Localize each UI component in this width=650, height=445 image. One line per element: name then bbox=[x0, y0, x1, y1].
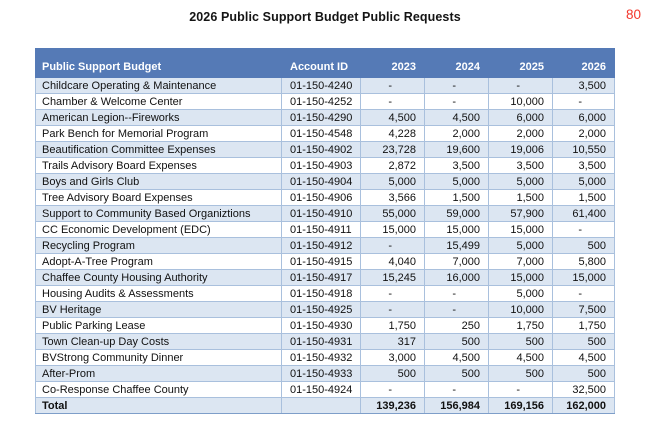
table-row bbox=[36, 110, 615, 126]
year-value-cell: 4,228 bbox=[361, 126, 425, 142]
table-row bbox=[36, 334, 615, 350]
table-row bbox=[36, 126, 615, 142]
year-value-cell: - bbox=[553, 94, 615, 110]
account-id-cell: 01-150-4902 bbox=[282, 142, 361, 158]
total-row bbox=[36, 398, 615, 414]
year-value-cell: 7,000 bbox=[489, 254, 553, 270]
table-row bbox=[36, 142, 615, 158]
account-id-cell: 01-150-4911 bbox=[282, 222, 361, 238]
year-value-cell: 4,500 bbox=[489, 350, 553, 366]
year-value-cell: 3,500 bbox=[553, 78, 615, 94]
table-row bbox=[36, 350, 615, 366]
year-value-cell: - bbox=[553, 222, 615, 238]
year-value-cell: 1,750 bbox=[489, 318, 553, 334]
year-value-cell: - bbox=[361, 302, 425, 318]
table-header-row bbox=[36, 49, 615, 78]
row-label-cell: Tree Advisory Board Expenses bbox=[36, 190, 282, 206]
year-value-cell: - bbox=[425, 382, 489, 398]
year-value-cell: 317 bbox=[361, 334, 425, 350]
year-value-cell: 4,500 bbox=[361, 110, 425, 126]
row-label-cell: Co-Response Chaffee County bbox=[36, 382, 282, 398]
year-value-cell: 1,500 bbox=[425, 190, 489, 206]
year-value-cell: 5,800 bbox=[553, 254, 615, 270]
year-value-cell: 2,000 bbox=[553, 126, 615, 142]
year-value-cell: 1,750 bbox=[361, 318, 425, 334]
year-value-cell: - bbox=[553, 286, 615, 302]
row-label-cell: Support to Community Based Organiztions bbox=[36, 206, 282, 222]
account-id-cell: 01-150-4290 bbox=[282, 110, 361, 126]
account-id-cell: 01-150-4931 bbox=[282, 334, 361, 350]
year-value-cell: - bbox=[425, 94, 489, 110]
account-id-cell: 01-150-4932 bbox=[282, 350, 361, 366]
year-value-cell: 15,000 bbox=[425, 222, 489, 238]
year-value-cell: 3,500 bbox=[425, 158, 489, 174]
year-value-cell: 10,550 bbox=[553, 142, 615, 158]
page-title: 2026 Public Support Budget Public Requests bbox=[189, 10, 461, 24]
year-value-cell: 4,500 bbox=[425, 110, 489, 126]
year-value-cell: 3,500 bbox=[553, 158, 615, 174]
year-value-cell: 2,000 bbox=[489, 126, 553, 142]
row-label-cell: Public Parking Lease bbox=[36, 318, 282, 334]
year-value-cell: 10,000 bbox=[489, 302, 553, 318]
year-value-cell: 500 bbox=[489, 334, 553, 350]
year-value-cell: 19,006 bbox=[489, 142, 553, 158]
year-value-cell: 500 bbox=[553, 366, 615, 382]
year-value-cell: 500 bbox=[489, 366, 553, 382]
year-value-cell: 19,600 bbox=[425, 142, 489, 158]
row-label-cell: Childcare Operating & Maintenance bbox=[36, 78, 282, 94]
year-value-cell: 32,500 bbox=[553, 382, 615, 398]
year-value-cell: 250 bbox=[425, 318, 489, 334]
total-label-cell: Total bbox=[36, 398, 282, 414]
table-row bbox=[36, 174, 615, 190]
table-row bbox=[36, 270, 615, 286]
year-value-cell: 10,000 bbox=[489, 94, 553, 110]
account-id-cell: 01-150-4912 bbox=[282, 238, 361, 254]
table-row bbox=[36, 286, 615, 302]
year-value-cell: - bbox=[489, 382, 553, 398]
year-value-cell: 5,000 bbox=[489, 238, 553, 254]
account-id-cell: 01-150-4915 bbox=[282, 254, 361, 270]
account-id-cell: 01-150-4924 bbox=[282, 382, 361, 398]
year-value-cell: 16,000 bbox=[425, 270, 489, 286]
year-value-cell: 5,000 bbox=[553, 174, 615, 190]
account-id-cell: 01-150-4548 bbox=[282, 126, 361, 142]
budget-table bbox=[35, 48, 615, 414]
year-value-cell: - bbox=[361, 286, 425, 302]
year-value-cell: - bbox=[425, 78, 489, 94]
year-value-cell: - bbox=[489, 78, 553, 94]
year-value-cell: 500 bbox=[425, 334, 489, 350]
account-id-cell: 01-150-4918 bbox=[282, 286, 361, 302]
year-value-cell: 5,000 bbox=[489, 286, 553, 302]
column-header: Public Support Budget bbox=[36, 49, 282, 78]
row-label-cell: Boys and Girls Club bbox=[36, 174, 282, 190]
year-value-cell: 500 bbox=[553, 238, 615, 254]
table-row bbox=[36, 366, 615, 382]
table-row bbox=[36, 382, 615, 398]
year-value-cell: 15,000 bbox=[361, 222, 425, 238]
row-label-cell: American Legion--Fireworks bbox=[36, 110, 282, 126]
table-row bbox=[36, 318, 615, 334]
year-value-cell: 3,566 bbox=[361, 190, 425, 206]
year-value-cell: 3,000 bbox=[361, 350, 425, 366]
account-id-cell: 01-150-4903 bbox=[282, 158, 361, 174]
year-value-cell: 4,500 bbox=[425, 350, 489, 366]
row-label-cell: Town Clean-up Day Costs bbox=[36, 334, 282, 350]
year-value-cell: 15,499 bbox=[425, 238, 489, 254]
table-row bbox=[36, 190, 615, 206]
row-label-cell: Chaffee County Housing Authority bbox=[36, 270, 282, 286]
table-row bbox=[36, 302, 615, 318]
account-id-cell: 01-150-4933 bbox=[282, 366, 361, 382]
year-value-cell: 1,750 bbox=[553, 318, 615, 334]
year-value-cell: 5,000 bbox=[425, 174, 489, 190]
year-value-cell: 2,872 bbox=[361, 158, 425, 174]
row-label-cell: Trails Advisory Board Expenses bbox=[36, 158, 282, 174]
year-value-cell: - bbox=[361, 238, 425, 254]
total-value-cell: 169,156 bbox=[489, 398, 553, 414]
year-value-cell: 2,000 bbox=[425, 126, 489, 142]
total-value-cell: 139,236 bbox=[361, 398, 425, 414]
table-row bbox=[36, 94, 615, 110]
row-label-cell: CC Economic Development (EDC) bbox=[36, 222, 282, 238]
row-label-cell: Chamber & Welcome Center bbox=[36, 94, 282, 110]
row-label-cell: Beautification Committee Expenses bbox=[36, 142, 282, 158]
year-value-cell: 7,500 bbox=[553, 302, 615, 318]
year-value-cell: 61,400 bbox=[553, 206, 615, 222]
table-row bbox=[36, 158, 615, 174]
year-value-cell: 1,500 bbox=[489, 190, 553, 206]
table-row bbox=[36, 254, 615, 270]
year-value-cell: - bbox=[361, 94, 425, 110]
year-value-cell: 5,000 bbox=[489, 174, 553, 190]
year-value-cell: 59,000 bbox=[425, 206, 489, 222]
column-header: 2024 bbox=[425, 49, 489, 78]
year-value-cell: 3,500 bbox=[489, 158, 553, 174]
account-id-cell: 01-150-4252 bbox=[282, 94, 361, 110]
row-label-cell: Park Bench for Memorial Program bbox=[36, 126, 282, 142]
year-value-cell: 5,000 bbox=[361, 174, 425, 190]
year-value-cell: 55,000 bbox=[361, 206, 425, 222]
table-row bbox=[36, 78, 615, 94]
year-value-cell: 7,000 bbox=[425, 254, 489, 270]
year-value-cell: 500 bbox=[361, 366, 425, 382]
row-label-cell: Recycling Program bbox=[36, 238, 282, 254]
table-row bbox=[36, 238, 615, 254]
account-id-cell: 01-150-4240 bbox=[282, 78, 361, 94]
year-value-cell: 57,900 bbox=[489, 206, 553, 222]
year-value-cell: 23,728 bbox=[361, 142, 425, 158]
row-label-cell: Housing Audits & Assessments bbox=[36, 286, 282, 302]
account-id-cell: 01-150-4904 bbox=[282, 174, 361, 190]
row-label-cell: BVStrong Community Dinner bbox=[36, 350, 282, 366]
year-value-cell: 1,500 bbox=[553, 190, 615, 206]
year-value-cell: - bbox=[425, 302, 489, 318]
table-row bbox=[36, 206, 615, 222]
account-id-cell: 01-150-4930 bbox=[282, 318, 361, 334]
year-value-cell: 6,000 bbox=[553, 110, 615, 126]
column-header: Account ID bbox=[282, 49, 361, 78]
year-value-cell: - bbox=[425, 286, 489, 302]
account-id-cell: 01-150-4917 bbox=[282, 270, 361, 286]
year-value-cell: 15,245 bbox=[361, 270, 425, 286]
total-value-cell bbox=[282, 398, 361, 414]
account-id-cell: 01-150-4910 bbox=[282, 206, 361, 222]
column-header: 2023 bbox=[361, 49, 425, 78]
year-value-cell: 6,000 bbox=[489, 110, 553, 126]
year-value-cell: 500 bbox=[553, 334, 615, 350]
year-value-cell: 15,000 bbox=[489, 270, 553, 286]
year-value-cell: 500 bbox=[425, 366, 489, 382]
year-value-cell: 4,500 bbox=[553, 350, 615, 366]
page-number: 80 bbox=[625, 7, 641, 22]
year-value-cell: 4,040 bbox=[361, 254, 425, 270]
account-id-cell: 01-150-4925 bbox=[282, 302, 361, 318]
row-label-cell: After-Prom bbox=[36, 366, 282, 382]
row-label-cell: Adopt-A-Tree Program bbox=[36, 254, 282, 270]
column-header: 2026 bbox=[553, 49, 615, 78]
year-value-cell: 15,000 bbox=[553, 270, 615, 286]
account-id-cell: 01-150-4906 bbox=[282, 190, 361, 206]
year-value-cell: - bbox=[361, 382, 425, 398]
column-header: 2025 bbox=[489, 49, 553, 78]
year-value-cell: 15,000 bbox=[489, 222, 553, 238]
table-row bbox=[36, 222, 615, 238]
year-value-cell: - bbox=[361, 78, 425, 94]
total-value-cell: 162,000 bbox=[553, 398, 615, 414]
total-value-cell: 156,984 bbox=[425, 398, 489, 414]
row-label-cell: BV Heritage bbox=[36, 302, 282, 318]
